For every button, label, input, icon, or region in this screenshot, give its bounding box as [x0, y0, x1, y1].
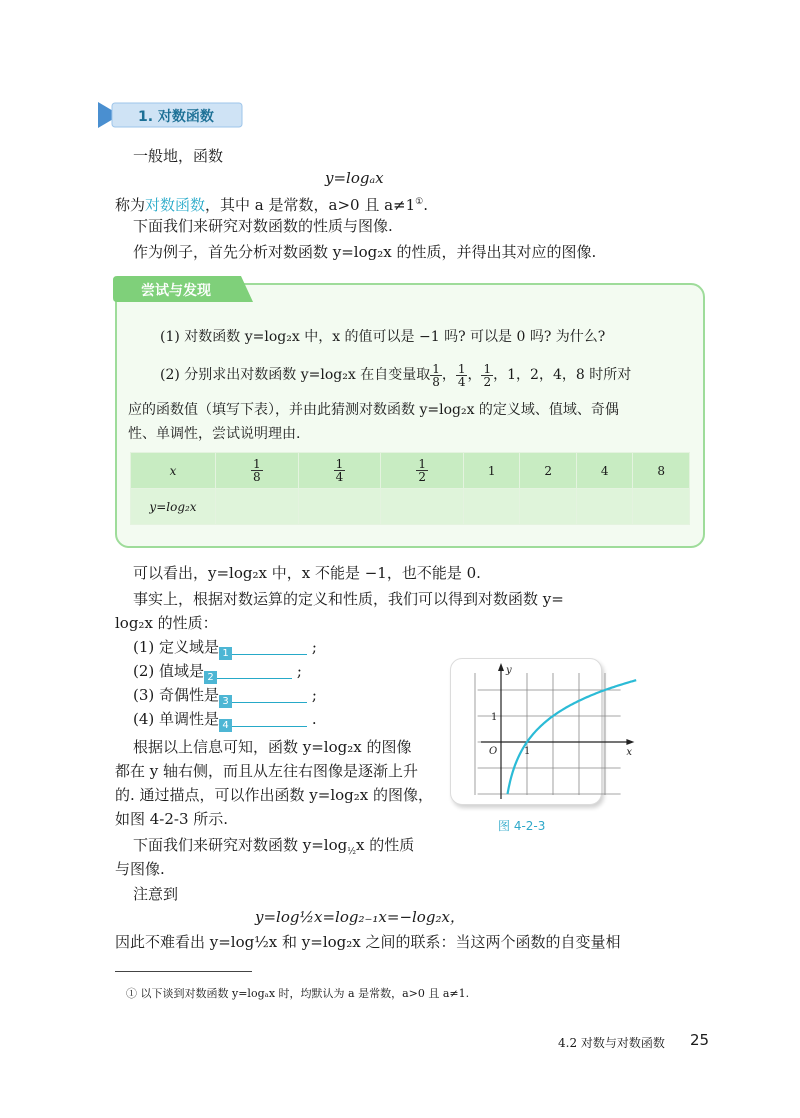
- body-p2b: log₂x 的性质：: [115, 614, 218, 632]
- tab-label: 尝试与发现: [141, 283, 211, 299]
- figure-log2-graph: [450, 658, 633, 805]
- table-cell-empty[interactable]: [633, 489, 690, 525]
- intro-line4: 作为例子，首先分析对数函数 y=log₂x 的性质，并得出其对应的图像.: [133, 243, 597, 261]
- frac-1-2: $\frac{1}{2}$: [483, 361, 492, 389]
- figure-caption: 图 4-2-3: [498, 819, 546, 833]
- y-axis-label: y: [506, 665, 512, 676]
- table-header-x: x: [131, 453, 216, 489]
- body-p3c: 的. 通过描点，可以作出函数 y=log₂x 的图像，: [115, 786, 434, 804]
- property-1: (1) 定义域是 1 ;: [133, 638, 317, 659]
- footnote-marker: ①: [415, 197, 424, 207]
- table-cell-empty[interactable]: [520, 489, 577, 525]
- value-table: [130, 452, 690, 525]
- formula-log-a: y=logₐx: [325, 169, 384, 187]
- table-cell: $\frac{1}{4}$: [298, 453, 381, 489]
- section-heading: [98, 100, 246, 130]
- blank-number-1: 1: [219, 647, 232, 660]
- body-p1: 可以看出，y=log₂x 中，x 不能是 −1，也不能是 0.: [133, 564, 481, 582]
- table-cell: 1: [463, 453, 520, 489]
- question-1: (1) 对数函数 y=log₂x 中，x 的值可以是 −1 吗? 可以是 0 吗? 为什么?: [160, 329, 606, 345]
- frac-1-4: $\frac{1}{4}$: [457, 361, 466, 389]
- body-p5: 注意到: [133, 885, 179, 903]
- y-axis-arrow: [498, 663, 504, 671]
- table-cell: $\frac{1}{2}$: [381, 453, 464, 489]
- body-p3d: 如图 4-2-3 所示.: [115, 810, 229, 828]
- body-p6: 因此不难看出 y=log½x 和 y=log₂x 之间的联系：当这两个函数的自变量相: [115, 933, 621, 951]
- table-cell: 2: [520, 453, 577, 489]
- blank-number-2: 2: [204, 671, 217, 684]
- table-cell-empty[interactable]: [463, 489, 520, 525]
- table-cell: 4: [576, 453, 633, 489]
- x-tick-label: 1: [524, 746, 531, 757]
- property-3: (3) 奇偶性是 3 ;: [133, 686, 317, 707]
- try-discover-tab: [113, 276, 253, 302]
- table-cell-empty[interactable]: [216, 489, 299, 525]
- table-cell-empty[interactable]: [298, 489, 381, 525]
- intro-line3: 下面我们来研究对数函数的性质与图像.: [133, 217, 393, 235]
- table-row-x: [131, 453, 690, 489]
- question-2-line2: 应的函数值（填写下表），并由此猜测对数函数 y=log₂x 的定义域、值域、奇偶: [128, 402, 619, 418]
- blank-4[interactable]: [219, 712, 307, 731]
- body-p4b: 与图像.: [115, 860, 165, 878]
- x-axis-label: x: [626, 747, 633, 758]
- blank-2[interactable]: [204, 664, 292, 683]
- table-cell: 8: [633, 453, 690, 489]
- body-p3b: 都在 y 轴右侧，而且从左往右图像是逐渐上升: [115, 762, 419, 780]
- footnote: ① 以下谈到对数函数 y=logₐx 时，均默认为 a 是常数，a>0 且 a≠1.: [126, 987, 470, 1000]
- body-p4a: 下面我们来研究对数函数 $y=\log_{\frac{1}{2}}x$ 的性质: [133, 836, 415, 857]
- blank-number-4: 4: [219, 719, 232, 732]
- frac-1-8: $\frac{1}{8}$: [432, 361, 440, 389]
- page-number: 25: [690, 1031, 710, 1049]
- intro-line1: 一般地，函数: [133, 147, 224, 165]
- table-cell-empty[interactable]: [576, 489, 633, 525]
- question-2-line3: 性、单调性，尝试说明理由.: [128, 426, 301, 442]
- question-2: (2) 分别求出对数函数 y=log₂x 在自变量取 $\frac{1}{8}$ ， $\frac{1}{4}$ ， $\frac{1}{2}$ ，1，2，4，8 时所对: [160, 361, 632, 389]
- section-title: 1. 对数函数: [138, 109, 214, 125]
- blank-number-3: 3: [219, 695, 232, 708]
- graph-svg: [451, 659, 633, 804]
- term-log-function: 对数函数: [145, 196, 206, 214]
- body-p2a: 事实上，根据对数运算的定义和性质，我们可以得到对数函数 y=: [133, 590, 564, 608]
- table-cell-empty[interactable]: [381, 489, 464, 525]
- origin-label: O: [489, 746, 498, 757]
- property-2: (2) 值域是 2 ;: [133, 662, 302, 683]
- x-axis-arrow: [626, 739, 634, 745]
- blank-3[interactable]: [219, 688, 307, 707]
- footnote-rule: [115, 971, 252, 972]
- table-cell: $\frac{1}{8}$: [216, 453, 299, 489]
- blank-1[interactable]: [219, 640, 307, 659]
- property-4: (4) 单调性是 4 .: [133, 710, 317, 731]
- table-row-y: [131, 489, 690, 525]
- formula-log-half: y=log½x=log₂₋₁x=−log₂x，: [255, 908, 465, 926]
- running-footer: 4.2 对数与对数函数: [558, 1036, 665, 1050]
- table-header-y: y=log₂x: [131, 489, 216, 525]
- definition-line: 称为对数函数，其中 a 是常数，a>0 且 a≠1①.: [115, 196, 429, 214]
- y-tick-label: 1: [491, 712, 498, 723]
- body-p3a: 根据以上信息可知，函数 y=log₂x 的图像: [133, 738, 412, 756]
